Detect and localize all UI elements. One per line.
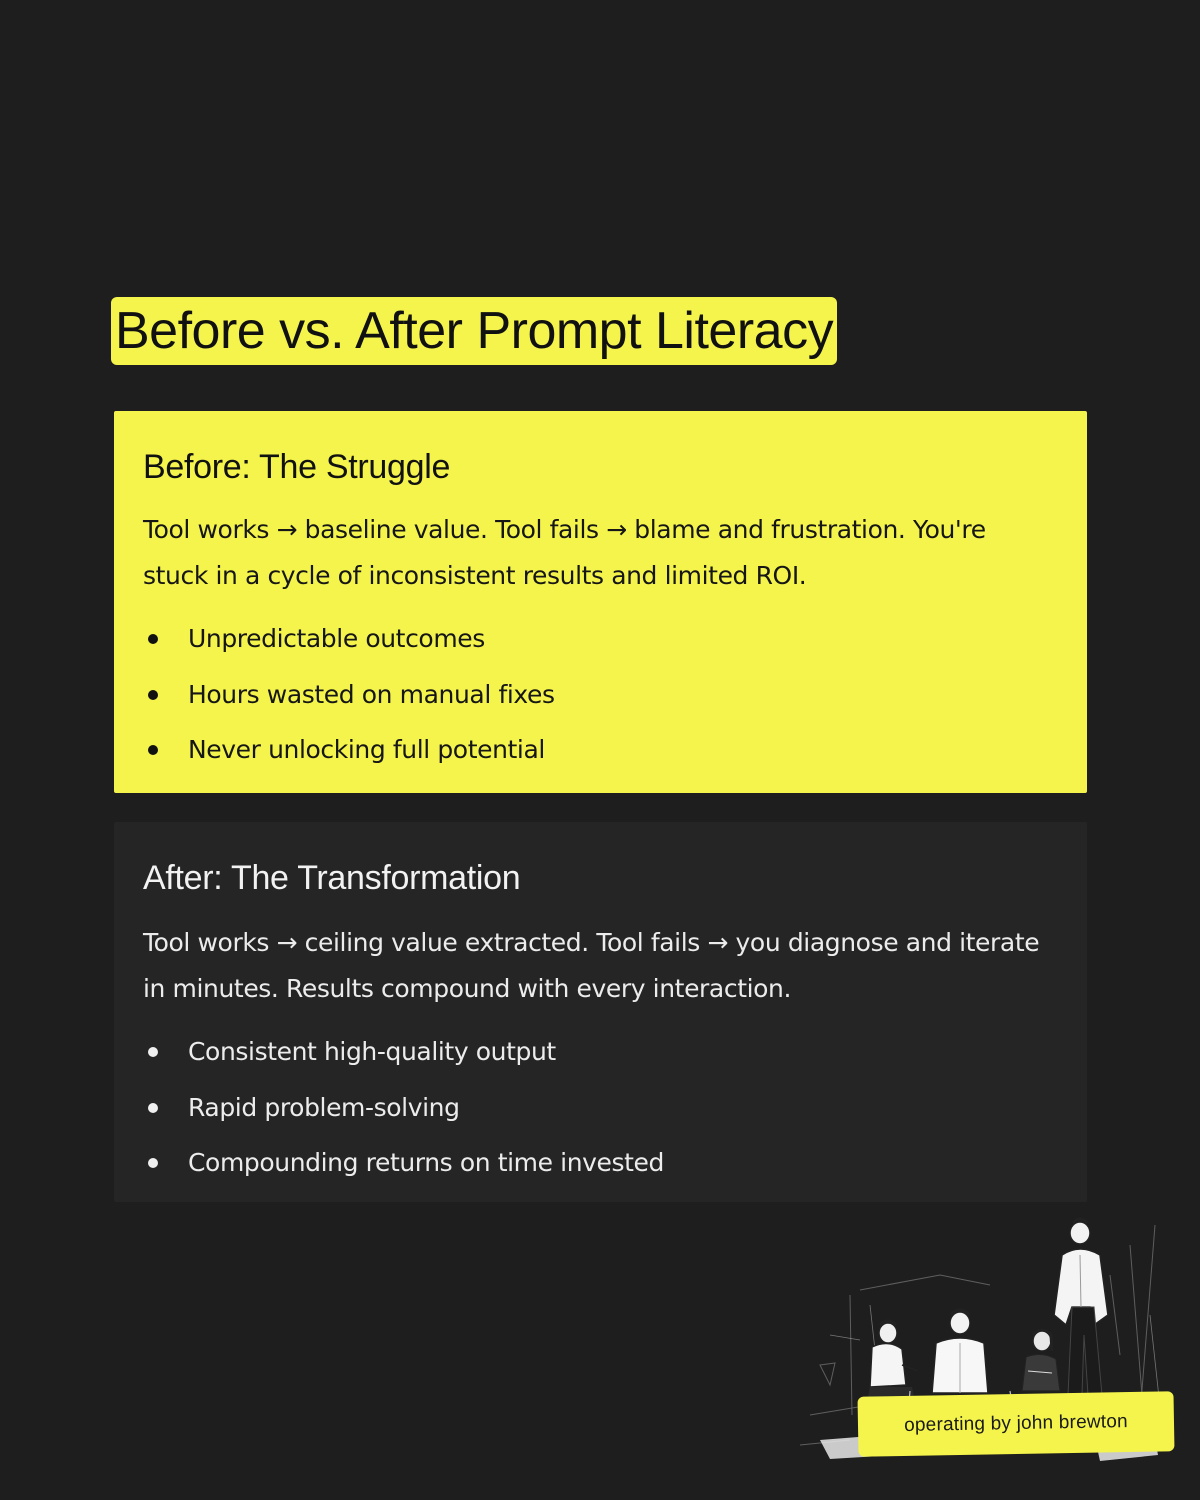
before-card [114, 411, 1087, 793]
list-item-text: Unpredictable outcomes [188, 624, 485, 653]
list-item [143, 1024, 1058, 1080]
list-item [143, 611, 1058, 667]
after-body: Tool works → ceiling value extracted. Tool fails → you diagnose and iterate in minutes. Results compound with every interaction. [143, 928, 1040, 1003]
list-item-text: Consistent high-quality output [188, 1037, 556, 1066]
author-badge-text: operating by john brewton [903, 1411, 1128, 1436]
list-item [143, 667, 1058, 723]
list-item-text: Compounding returns on time invested [188, 1148, 665, 1177]
list-item-text: Never unlocking full potential [188, 735, 545, 764]
list-item-text: Hours wasted on manual fixes [188, 679, 555, 709]
bullet-icon [148, 634, 158, 644]
before-heading: Before: The Struggle [143, 448, 451, 486]
before-list [143, 611, 1058, 778]
before-body: Tool works → baseline value. Tool fails → blame and frustration. You're stuck in a cycle of inconsistent results and limited ROI. [143, 515, 986, 590]
author-badge [858, 1391, 1175, 1457]
bullet-icon [148, 745, 158, 755]
title-highlight [111, 297, 837, 365]
bullet-icon [148, 690, 158, 700]
list-item [143, 1080, 1058, 1136]
after-heading: After: The Transformation [143, 859, 521, 897]
bullet-icon [148, 1047, 158, 1057]
bullet-icon [148, 1158, 158, 1168]
list-item-text: Rapid problem-solving [188, 1092, 460, 1122]
list-item [143, 722, 1058, 778]
list-item [143, 1135, 1058, 1191]
after-list [143, 1024, 1058, 1191]
bullet-icon [148, 1103, 158, 1113]
page-title: Before vs. After Prompt Literacy [115, 302, 834, 360]
after-card [114, 822, 1087, 1202]
